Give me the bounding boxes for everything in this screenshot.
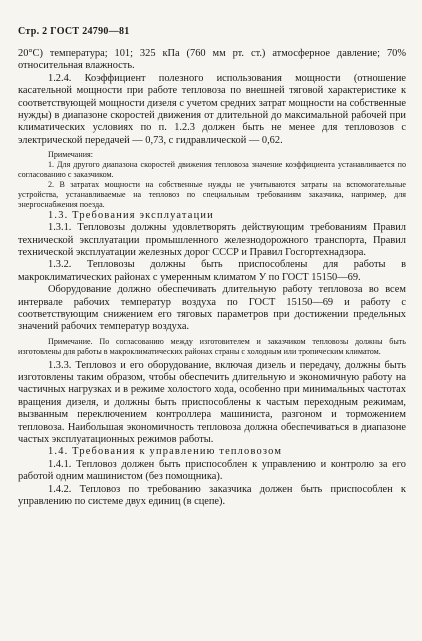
paragraph: 1.3.2. Тепловозы должны быть приспособлены для работы в макроклиматических районах с умеренным климатом У по ГОСТ 15150—69. (18, 259, 406, 283)
paragraph: 1.4. Требования к управлению тепловозом (48, 446, 283, 458)
paragraph: Примечания: (48, 150, 94, 160)
document-body (18, 48, 406, 508)
paragraph: 1.3.3. Тепловоз и его оборудование, включая дизель и передачу, должны быть изготовлены таким образом, чтобы обеспечить длительную и экономичную работу на частичных нагрузках и в режиме холостого хода, особенно при минимальных частотах вращения дизеля, и должны быть приспособлены к частым переходным режимам, вызванным переключением контроллера машиниста, разгоном и торможением тепловоза. Наибольшая экономичность тепловоза должна обеспечиваться в диапазоне частых эксплуатационных режимов работы. (18, 359, 406, 445)
paragraph: Примечание. По согласованию между изготовителем и заказчиком тепловозы должны быть изготовлены для работы в макроклиматических районах страны с холодным или тропическим климатом. (18, 336, 406, 356)
paragraph: 2. В затратах мощности на собственные нужды не учитываются затраты на вспомогательные устройства, устанавливаемые на тепловоз по специальным требованиям заказчика, например, для энергоснабжения поезда. (18, 179, 406, 209)
paragraph: 1.4.2. Тепловоз по требованию заказчика должен быть приспособлен к управлению по системе двух единиц (в сцепе). (18, 483, 406, 508)
paragraph: 1.4.1. Тепловоз должен быть приспособлен к управлению и контролю за его работой одним машинистом (без помощника). (18, 458, 406, 483)
paragraph: 1.3.1. Тепловозы должны удовлетворять действующим требованиям Правил технической эксплуатации промышленного железнодорожного транспорта, Правил технической эксплуатации железных дорог СССР и Правил Госгортехнадзора. (18, 222, 406, 258)
paragraph: 20°С) температура; 101; 325 кПа (760 мм рт. ст.) атмосферное давление; 70% относительная влажность. (18, 48, 406, 72)
paragraph: Оборудование должно обеспечивать длительную работу тепловоза во всем интервале рабочих температур воздуха по ГОСТ 15150—69 и работу с соответствующим снижением его тяговых параметров при достижении предельных значений рабочих температур воздуха. (18, 284, 406, 333)
paragraph: 1.2.4. Коэффициент полезного использования мощности (отношение касательной мощности при работе тепловоза по внешней тяговой характеристике к соответствующей мощности дизеля с учетом средних затрат мощности на собственные нужды) в диапазоне скоростей движения от длительной до максимальной рабочей при климатических условиях по п. 1.2.3 должен быть не менее для тепловозов с электрической передачей — 0,73, с гидравлической — 0,62. (18, 72, 406, 146)
paragraph: 1.3. Требования эксплуатации (48, 209, 214, 221)
paragraph: 1. Для другого диапазона скоростей движения тепловоза значение коэффициента устанавливается по согласованию с заказчиком. (18, 160, 406, 180)
page-header: Стр. 2 ГОСТ 24790—81 (18, 26, 130, 37)
